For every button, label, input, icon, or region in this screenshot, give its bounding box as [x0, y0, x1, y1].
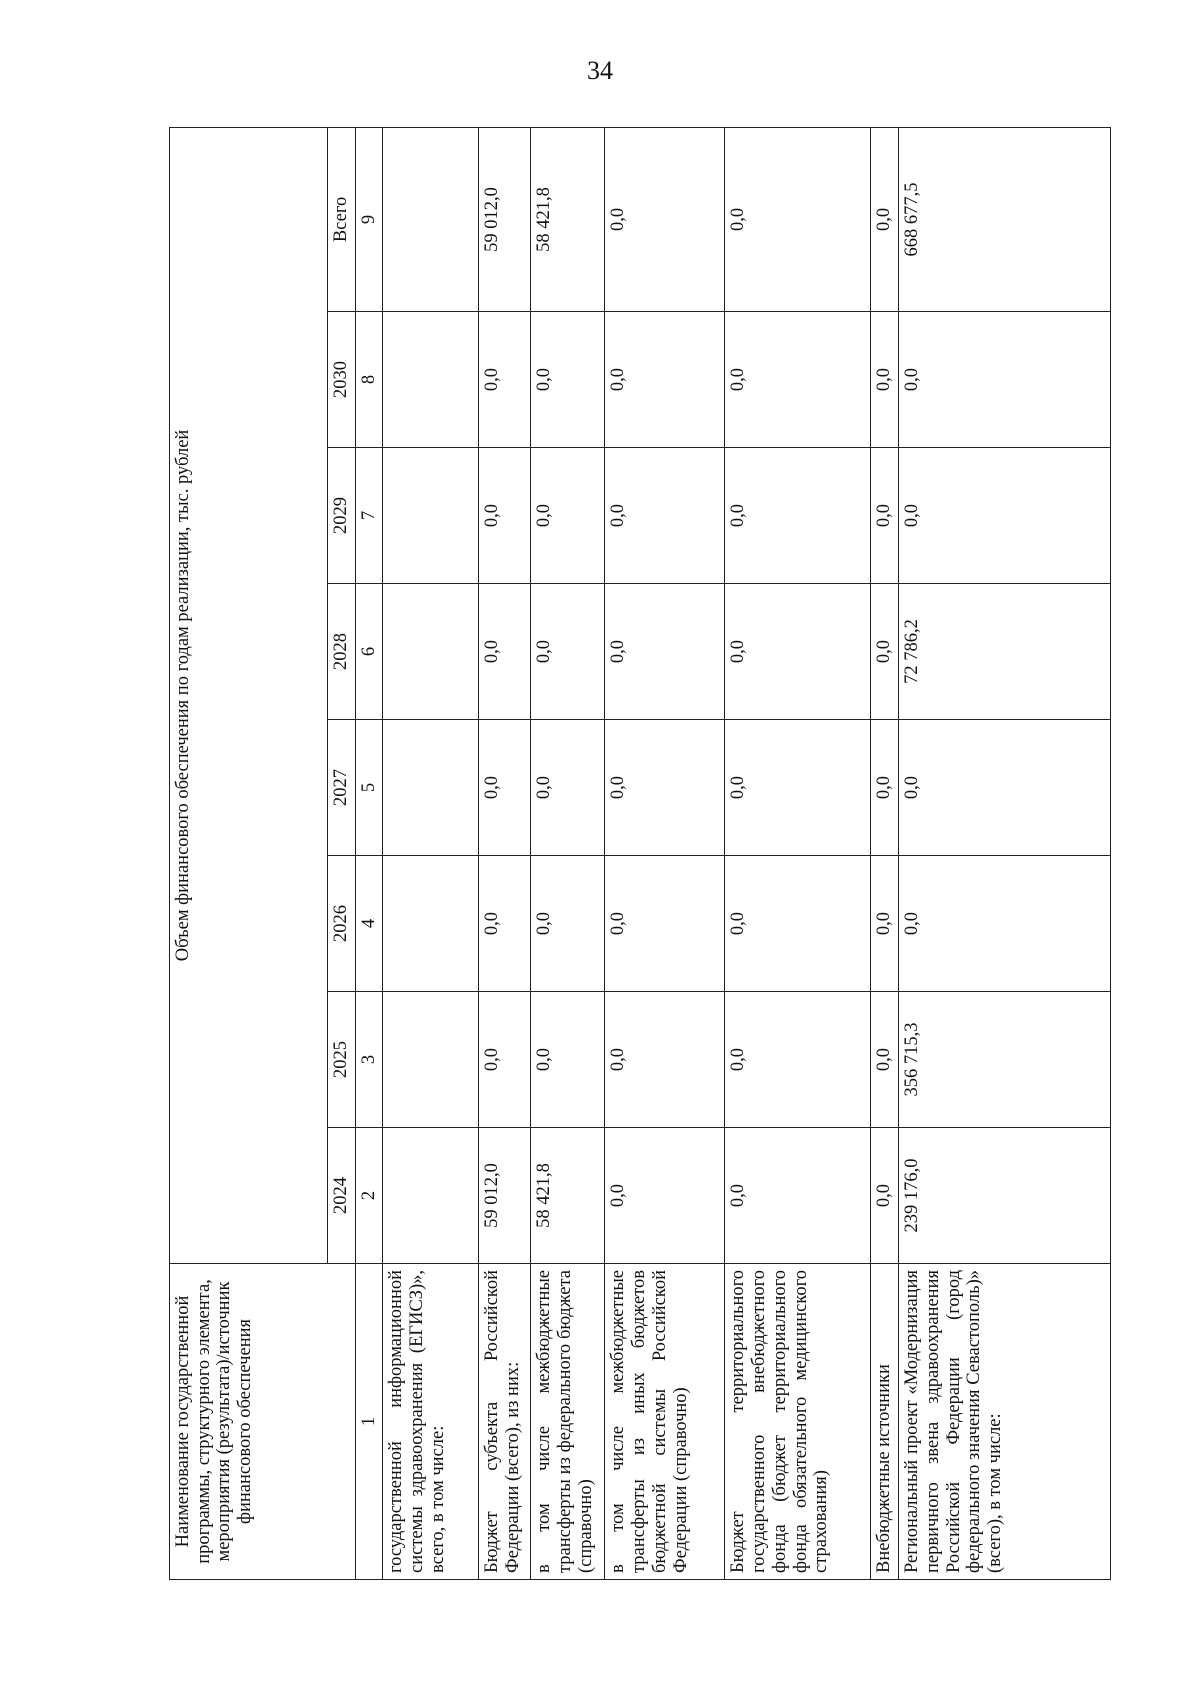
row-name-cell: Бюджет субъекта Российской Федерации (всего), из них: [479, 1264, 531, 1580]
value-cell: 0,0 [531, 720, 605, 856]
header-row [170, 127, 328, 1579]
column-numbers-row [355, 127, 383, 1579]
value-cell [383, 127, 479, 311]
value-cell: 58 421,8 [531, 127, 605, 311]
rotated-table-wrapper [169, 128, 1101, 1580]
value-cell: 0,0 [531, 312, 605, 448]
year-cell: 2030 [328, 312, 356, 448]
value-cell: 0,0 [531, 584, 605, 720]
value-cell [383, 312, 479, 448]
year-cell: 2026 [328, 856, 356, 992]
col-number-cell: 2 [355, 1128, 383, 1264]
value-cell: 668 677,5 [899, 127, 1111, 311]
value-cell: 0,0 [899, 720, 1111, 856]
value-cell [383, 720, 479, 856]
table-row [899, 127, 1111, 1579]
value-cell: 0,0 [605, 1128, 725, 1264]
col-number-cell: 8 [355, 312, 383, 448]
value-cell: 0,0 [605, 584, 725, 720]
value-cell: 0,0 [479, 720, 531, 856]
value-cell: 0,0 [479, 312, 531, 448]
value-cell: 0,0 [605, 992, 725, 1128]
table-row [605, 127, 725, 1579]
row-name-cell: в том числе межбюджетные трансферты из федерального бюджета (справочно) [531, 1264, 605, 1580]
value-cell: 0,0 [725, 992, 871, 1128]
value-cell: 0,0 [899, 312, 1111, 448]
value-cell: 0,0 [871, 856, 899, 992]
value-cell: 239 176,0 [899, 1128, 1111, 1264]
row-name-cell: в том числе межбюджетные трансферты из иных бюджетов бюджетной системы Российской Федерации (справочно) [605, 1264, 725, 1580]
value-cell: 356 715,3 [899, 992, 1111, 1128]
value-cell: 0,0 [605, 127, 725, 311]
table-row [871, 127, 899, 1579]
value-cell: 0,0 [725, 1128, 871, 1264]
year-cell: 2025 [328, 992, 356, 1128]
col-number-cell: 1 [355, 1264, 383, 1580]
value-cell: 0,0 [479, 448, 531, 584]
col-number-cell: 4 [355, 856, 383, 992]
table-row [531, 127, 605, 1579]
year-cell: 2028 [328, 584, 356, 720]
value-cell: 0,0 [725, 127, 871, 311]
value-cell [383, 992, 479, 1128]
value-cell [383, 584, 479, 720]
table-row [725, 127, 871, 1579]
value-cell: 0,0 [725, 856, 871, 992]
value-cell: 0,0 [531, 856, 605, 992]
row-name-cell: Бюджет территориального государственного внебюджетного фонда (бюджет территориального фонда обязательного медицинского страхования) [725, 1264, 871, 1580]
row-name-cell: Региональный проект «Модернизация первичного звена здравоохранения Российской Федерации (город федерального значения Севастополь)» (всего), в том числе: [899, 1264, 1111, 1580]
total-header-cell: Всего [328, 127, 356, 311]
page-number: 34 [587, 56, 613, 85]
value-cell: 0,0 [605, 448, 725, 584]
value-cell [383, 448, 479, 584]
value-cell: 0,0 [725, 312, 871, 448]
row-name-cell: государственной информационной системы здравоохранения (ЕГИСЗ)», всего, в том числе: [383, 1264, 479, 1580]
col-number-cell: 7 [355, 448, 383, 584]
col-number-cell: 5 [355, 720, 383, 856]
value-cell [383, 1128, 479, 1264]
value-cell: 0,0 [871, 1128, 899, 1264]
value-cell: 0,0 [531, 992, 605, 1128]
value-cell: 0,0 [899, 856, 1111, 992]
value-cell: 59 012,0 [479, 127, 531, 311]
header-volume-cell: Объем финансового обеспечения по годам реализации, тыс. рублей [170, 127, 328, 1263]
value-cell: 0,0 [871, 720, 899, 856]
header-name-cell: Наименование государственной программы, структурного элемента, мероприятия (результата)/источник финансового обеспечения [170, 1264, 356, 1580]
table-row [479, 127, 531, 1579]
col-number-cell: 6 [355, 584, 383, 720]
value-cell: 0,0 [479, 992, 531, 1128]
value-cell: 0,0 [479, 856, 531, 992]
value-cell [383, 856, 479, 992]
value-cell: 58 421,8 [531, 1128, 605, 1264]
value-cell: 0,0 [899, 448, 1111, 584]
value-cell: 0,0 [725, 448, 871, 584]
row-name-cell: Внебюджетные источники [871, 1264, 899, 1580]
financing-table [169, 127, 1111, 1580]
year-cell: 2024 [328, 1128, 356, 1264]
value-cell: 0,0 [871, 312, 899, 448]
value-cell: 0,0 [531, 448, 605, 584]
value-cell: 72 786,2 [899, 584, 1111, 720]
col-number-cell: 3 [355, 992, 383, 1128]
value-cell: 0,0 [871, 584, 899, 720]
value-cell: 0,0 [871, 127, 899, 311]
year-cell: 2027 [328, 720, 356, 856]
value-cell: 0,0 [479, 584, 531, 720]
value-cell: 0,0 [605, 856, 725, 992]
value-cell: 0,0 [871, 992, 899, 1128]
value-cell: 0,0 [605, 720, 725, 856]
value-cell: 0,0 [725, 720, 871, 856]
value-cell: 59 012,0 [479, 1128, 531, 1264]
value-cell: 0,0 [871, 448, 899, 584]
table-row [383, 127, 479, 1579]
value-cell: 0,0 [605, 312, 725, 448]
year-cell: 2029 [328, 448, 356, 584]
col-number-cell: 9 [355, 127, 383, 311]
value-cell: 0,0 [725, 584, 871, 720]
